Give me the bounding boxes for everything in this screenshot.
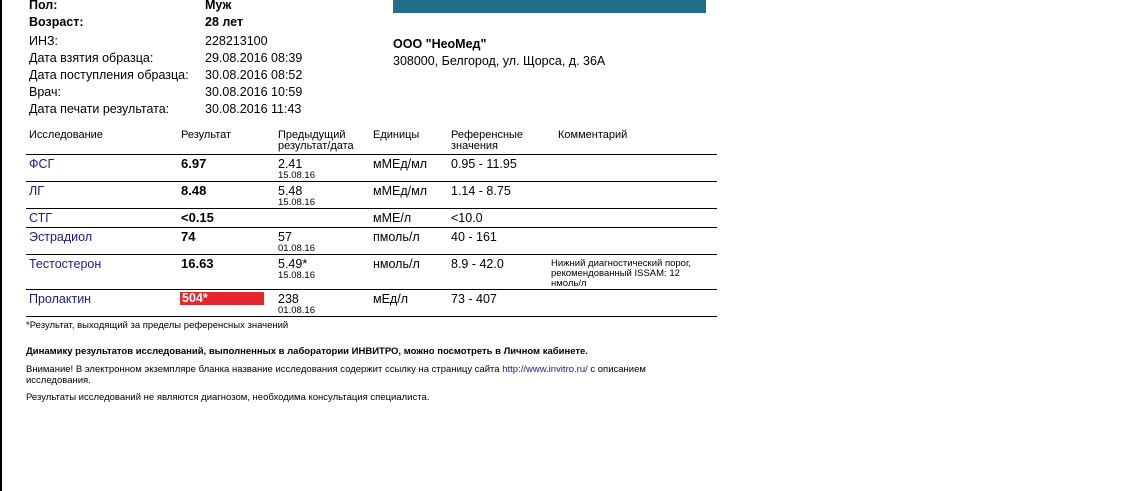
result-value: <0.15 [181,210,214,225]
comment-text [551,259,716,289]
previous-value: 57 [278,230,292,244]
previous-date: 01.08.16 [278,305,315,316]
sample-taken-value: 29.08.2016 08:39 [205,51,303,65]
comment-line: рекомендованный ISSAM: 12 [551,268,680,279]
notice-1-prefix: Внимание! В электронном экземпляре бланка название исследования содержит ссылку на страницу сайта [26,364,503,375]
study-link-lg[interactable]: ЛГ [29,184,44,198]
notice-2: Результаты исследований не являются диагнозом, необходима консультация специалиста. [26,392,430,403]
table-rule [26,289,717,290]
header-reference-1: Референсные [451,129,524,141]
inz-label: ИНЗ: [29,34,59,48]
study-link-stg[interactable]: СТГ [29,211,53,225]
sample-received-label: Дата поступления образца: [29,68,189,82]
study-link-estradiol[interactable]: Эстрадиол [29,230,93,244]
study-link-testosterone[interactable]: Тестостерон [29,257,102,271]
print-date-value: 30.08.2016 11:43 [205,102,302,116]
doctor-label: Врач: [29,85,61,99]
notice-1-suffix: с описанием [587,364,646,375]
unit-value: пмоль/л [373,230,420,244]
table-rule [26,181,717,182]
previous-value: 5.49* [278,257,308,271]
result-flagged-value: 504* [180,292,264,305]
result-value: 74 [181,229,196,244]
header-result: Результат [181,129,232,141]
lab-name: ООО "НеоМед" [393,37,487,51]
unit-value: мЕд/л [373,292,408,306]
header-units: Единицы [373,129,420,141]
reference-value: 0.95 - 11.95 [451,157,517,171]
table-rule [26,154,717,155]
header-comment: Комментарий [558,129,628,141]
sex-label: Пол: [29,0,58,12]
comment-line: Нижний диагностический порог, [551,258,691,269]
lab-address: 308000, Белгород, ул. Щорса, д. 36А [393,54,606,68]
sample-taken-label: Дата взятия образца: [29,51,154,65]
notice-bold: Динамику результатов исследований, выполненных в лаборатории ИНВИТРО, можно посмотреть в Личном кабинете. [26,346,588,357]
sample-received-value: 30.08.2016 08:52 [205,68,303,82]
study-link-fsg[interactable]: ФСГ [29,157,55,171]
result-value: 16.63 [181,256,214,271]
result-value: 8.48 [181,183,207,198]
table-rule [26,227,717,228]
print-date-label: Дата печати результата: [29,102,170,116]
table-rule [26,208,717,209]
inz-value: 228213100 [205,34,268,48]
invitro-logo-bar [393,0,706,13]
previous-date: 15.08.16 [278,197,315,208]
previous-value: 238 [278,292,299,306]
table-rule [26,254,717,255]
comment-line: нмоль/л [551,278,587,289]
table-rule [26,316,717,317]
unit-value: нмоль/л [373,257,420,271]
study-link-prolactin[interactable]: Пролактин [29,292,92,306]
unit-value: мМЕд/мл [373,184,427,198]
left-border [0,0,2,491]
result-value: 6.97 [181,156,207,171]
notice-1 [26,364,646,375]
unit-value: мМЕ/л [373,211,412,225]
previous-date: 01.08.16 [278,243,315,254]
reference-value: 73 - 407 [451,292,497,306]
notice-1-line2: исследования. [26,375,91,386]
reference-value: 1.14 - 8.75 [451,184,511,198]
previous-value: 5.48 [278,184,303,198]
header-previous-2: результат/дата [278,140,354,152]
sex-value: Муж [205,0,232,12]
previous-date: 15.08.16 [278,270,315,281]
reference-value: <10.0 [451,211,483,225]
reference-value: 8.9 - 42.0 [451,257,504,271]
doctor-value: 30.08.2016 10:59 [205,85,303,99]
header-reference-2: значения [451,140,499,152]
previous-date: 15.08.16 [278,170,315,181]
age-label: Возраст: [29,15,84,29]
previous-value: 2.41 [278,157,303,171]
header-previous-1: Предыдущий [278,129,346,141]
unit-value: мМЕд/мл [373,157,427,171]
footnote: *Результат, выходящий за пределы референсных значений [26,320,289,331]
header-study: Исследование [29,129,103,141]
invitro-link[interactable]: http://www.invitro.ru/ [502,364,588,375]
age-value: 28 лет [205,15,244,29]
reference-value: 40 - 161 [451,230,497,244]
